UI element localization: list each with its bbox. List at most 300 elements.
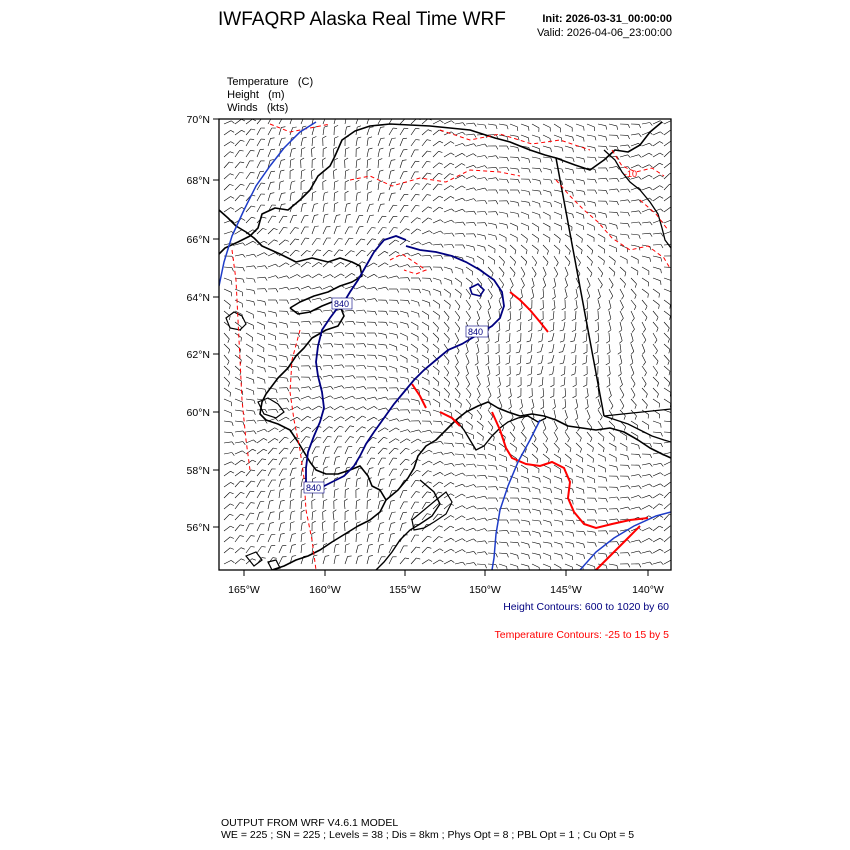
wind-barb — [532, 201, 540, 204]
wind-barb — [433, 173, 439, 179]
wind-barb — [400, 491, 403, 498]
wind-barb — [400, 139, 403, 146]
wind-barb-feather — [397, 378, 398, 382]
wind-barb — [521, 399, 523, 407]
wind-barb — [444, 153, 451, 157]
wind-barb-feather — [336, 467, 340, 468]
wind-barb — [598, 509, 606, 510]
wind-barb-feather — [372, 228, 376, 229]
wind-barb-feather — [441, 256, 443, 260]
wind-barb-feather — [241, 338, 242, 342]
wind-barb-feather — [656, 373, 658, 377]
wind-barb — [521, 289, 523, 297]
wind-barb — [620, 212, 628, 213]
wind-barb — [378, 149, 380, 157]
wind-barb-feather — [336, 456, 340, 457]
wind-barb — [499, 322, 500, 330]
wind-barb — [576, 443, 582, 449]
wind-barb-feather — [229, 350, 230, 354]
wind-barb-feather — [617, 476, 619, 480]
wind-barb — [268, 193, 270, 201]
wind-barb-feather — [550, 330, 554, 332]
wind-barb — [268, 333, 275, 336]
wind-barb-feather — [317, 239, 321, 240]
wind-barb — [356, 193, 357, 201]
wind-barb-feather — [231, 462, 234, 465]
wind-barb-feather — [307, 427, 311, 429]
wind-barb — [268, 501, 270, 509]
wind-barb-feather — [386, 397, 389, 400]
wind-barb — [433, 289, 441, 292]
wind-barb — [323, 297, 331, 300]
wind-barb-feather — [496, 374, 500, 376]
wind-barb — [290, 534, 292, 542]
wind-barb-feather — [320, 298, 323, 301]
wind-barb-feather — [263, 449, 267, 451]
wind-barb-feather — [242, 219, 246, 221]
wind-barb — [268, 377, 276, 378]
wind-barb — [356, 310, 364, 311]
wind-barb-feather — [437, 361, 438, 365]
wind-barb — [224, 278, 232, 281]
wind-barb-feather — [575, 297, 578, 300]
wind-barb — [620, 344, 621, 352]
wind-barb-feather — [251, 150, 255, 151]
wind-barb-feather — [369, 148, 373, 149]
wind-barb-feather — [298, 397, 301, 400]
wind-barb-feather — [649, 505, 652, 507]
wind-barb — [653, 355, 658, 361]
wind-barb-feather — [573, 158, 574, 162]
wind-barb — [378, 127, 381, 135]
canada-border — [556, 158, 604, 416]
wind-barb-feather — [507, 201, 509, 205]
wind-barb-feather — [287, 345, 288, 349]
wind-barb — [653, 278, 661, 281]
wind-barb-feather — [518, 136, 519, 140]
wind-barb-feather — [645, 306, 647, 310]
wind-barb — [455, 377, 459, 384]
wind-barb-feather — [584, 138, 585, 142]
wind-barb — [499, 223, 507, 225]
wind-barb — [477, 300, 481, 307]
wind-barb — [532, 245, 538, 250]
wind-barb — [345, 556, 348, 564]
wind-barb-feather — [362, 250, 366, 251]
wind-barb — [455, 233, 463, 234]
wind-barb — [444, 421, 452, 424]
wind-barb-feather — [573, 489, 574, 493]
wind-barb — [520, 344, 521, 352]
wind-barb — [422, 130, 428, 135]
wind-barb-feather — [507, 214, 508, 218]
wind-barb-feather — [668, 339, 669, 343]
wind-barb-feather — [320, 287, 323, 290]
wind-barb-feather — [397, 311, 399, 315]
wind-barb — [553, 366, 554, 374]
wind-barb — [477, 201, 485, 202]
wind-barb-feather — [474, 165, 477, 168]
wind-barb-feather — [317, 250, 321, 251]
wind-barb-feather — [575, 407, 578, 410]
wind-barb — [587, 234, 594, 238]
wind-barb — [356, 386, 364, 388]
wind-barb — [301, 286, 309, 289]
wind-barb-feather — [483, 437, 484, 441]
wind-barb-feather — [313, 191, 317, 193]
wind-barb — [565, 245, 570, 251]
wind-barb-feather — [406, 448, 410, 449]
field-temperature-name: Temperature — [226, 76, 289, 88]
wind-barb — [367, 406, 374, 410]
wind-barb-feather — [474, 518, 477, 521]
wind-barb-feather — [648, 415, 649, 419]
wind-barb — [268, 172, 271, 179]
wind-barb — [642, 562, 650, 564]
wind-barb — [224, 174, 230, 179]
wind-barb-feather — [529, 544, 530, 548]
wind-barb — [322, 523, 323, 531]
wind-barb-feather — [604, 249, 605, 253]
wind-barb — [609, 223, 617, 225]
wind-barb — [356, 138, 357, 146]
wind-barb — [224, 267, 232, 268]
wind-barb — [642, 233, 650, 234]
wind-barb-feather — [463, 484, 466, 487]
wind-barb-feather — [515, 250, 516, 254]
wind-barb — [367, 523, 368, 531]
wind-barb — [279, 523, 281, 531]
wind-barb-feather — [635, 405, 636, 409]
wind-barb — [554, 454, 561, 458]
wind-barb-feather — [240, 173, 244, 174]
wind-barb-feather — [548, 363, 552, 364]
wind-barb — [642, 538, 649, 542]
wind-barb-feather — [381, 138, 385, 139]
wind-barb — [301, 275, 308, 278]
wind-barb — [653, 245, 661, 246]
wind-barb-feather — [439, 196, 443, 198]
wind-barb — [246, 547, 251, 554]
wind-barb-feather — [639, 486, 641, 489]
wind-barb-feather — [622, 406, 624, 409]
wind-barb — [477, 518, 485, 520]
wind-barb-feather — [391, 160, 395, 161]
wind-barb — [543, 542, 551, 543]
wind-barb-feather — [416, 194, 420, 195]
wind-barb-feather — [529, 555, 530, 559]
wind-barb-feather — [648, 282, 649, 286]
wind-barb-feather — [438, 184, 442, 185]
wind-barb-feather — [639, 495, 642, 498]
wind-barb-feather — [552, 308, 555, 310]
wind-barb — [488, 267, 493, 273]
wind-barb-feather — [528, 330, 532, 332]
wind-barb — [279, 437, 285, 443]
lat-tick-label: 60°N — [186, 407, 210, 419]
wind-barb-feather — [660, 153, 663, 155]
wind-barb-feather — [441, 452, 444, 455]
wind-barb — [224, 388, 231, 393]
wind-barb-feather — [657, 361, 659, 365]
wind-barb-feather — [241, 460, 245, 462]
wind-barb — [455, 528, 462, 531]
wind-barb-feather — [428, 547, 432, 548]
wind-barb — [246, 266, 254, 267]
wind-barb — [631, 245, 639, 247]
wind-barb-feather — [254, 290, 255, 294]
wind-barb — [488, 476, 496, 477]
wind-barb — [563, 344, 565, 352]
wind-barb — [444, 410, 452, 413]
wind-barb-feather — [441, 292, 442, 296]
wind-barb-feather — [230, 504, 234, 506]
wind-barb — [422, 492, 427, 498]
wind-barb-feather — [643, 362, 645, 365]
wind-barb — [477, 454, 485, 455]
wind-barb-feather — [573, 521, 575, 525]
wind-barb — [246, 470, 251, 476]
wind-barb-feather — [590, 438, 592, 442]
wind-barb — [653, 421, 661, 424]
wind-barb-feather — [628, 476, 630, 480]
wind-barb — [411, 480, 416, 487]
wind-barb-feather — [286, 417, 289, 419]
wind-barb-feather — [633, 395, 635, 398]
wind-barb — [257, 524, 261, 531]
wind-barb — [631, 222, 639, 223]
wind-barb-feather — [397, 264, 400, 267]
wind-barb-feather — [291, 181, 295, 182]
wind-barb — [422, 242, 430, 245]
wind-barb-feather — [538, 341, 542, 342]
wind-barb — [279, 344, 287, 345]
wind-barb-feather — [307, 416, 311, 418]
wind-barb-feather — [287, 388, 289, 392]
wind-barb — [653, 311, 658, 317]
wind-barb-feather — [603, 448, 604, 452]
wind-barb — [466, 518, 474, 520]
wind-barb-feather — [320, 366, 322, 370]
wind-barb-feather — [291, 192, 295, 193]
wind-barb-feather — [562, 479, 563, 483]
wind-barb-feather — [540, 490, 541, 494]
wind-barb-feather — [660, 196, 664, 198]
wind-barb-feather — [600, 417, 602, 420]
wind-barb-feather — [320, 309, 323, 312]
wind-barb-feather — [639, 177, 642, 180]
wind-barb-feather — [527, 374, 531, 375]
wind-barb-feather — [402, 523, 406, 524]
wind-barb — [411, 492, 416, 498]
wind-barb-feather — [302, 148, 306, 150]
wind-barb-feather — [333, 510, 336, 512]
wind-barb-feather — [357, 532, 361, 534]
wind-barb — [334, 365, 342, 366]
wind-barb — [466, 377, 470, 384]
wind-barb-feather — [264, 438, 268, 440]
wind-barb-feather — [595, 203, 596, 207]
wind-barb-feather — [486, 363, 489, 365]
wind-barb-feather — [527, 352, 531, 353]
wind-barb-feather — [469, 405, 471, 409]
wind-barb — [444, 163, 450, 168]
wind-barb — [301, 437, 306, 443]
wind-barb-feather — [357, 192, 361, 193]
wind-barb-feather — [309, 334, 311, 338]
wind-barb — [433, 366, 439, 371]
wind-barb — [301, 501, 302, 509]
wind-barb — [301, 355, 309, 356]
wind-barb — [488, 178, 496, 179]
wind-barb — [356, 355, 364, 356]
wind-barb-feather — [485, 496, 488, 499]
wind-barb-feather — [417, 470, 421, 471]
wind-barb-feather — [350, 437, 354, 438]
wind-barb-feather — [451, 494, 455, 496]
wind-barb — [378, 287, 386, 289]
wind-barb-feather — [357, 203, 361, 204]
wind-barb-feather — [518, 488, 519, 492]
wind-barb-feather — [313, 137, 317, 139]
wind-barb-feather — [439, 207, 443, 209]
wind-barb-feather — [281, 160, 285, 161]
wind-barb — [466, 154, 473, 157]
wind-barb — [400, 172, 403, 179]
wind-barb-feather — [560, 363, 564, 364]
wind-barb-feather — [331, 366, 333, 370]
wind-barb-feather — [330, 407, 333, 410]
wind-barb — [367, 479, 368, 487]
wind-barb-feather — [474, 222, 476, 226]
wind-barb — [521, 201, 529, 202]
wind-barb-feather — [562, 308, 566, 310]
wind-barb-feather — [227, 361, 229, 365]
wind-barb — [246, 524, 250, 531]
wind-barb — [433, 322, 439, 328]
wind-barb — [268, 322, 276, 324]
wind-barb-feather — [503, 262, 504, 266]
wind-barb — [378, 468, 380, 476]
wind-barb-feather — [336, 215, 340, 216]
wind-barb — [422, 151, 427, 157]
wind-barb — [301, 216, 304, 223]
wind-barb — [290, 182, 291, 190]
wind-barb-feather — [649, 153, 652, 155]
wind-barb — [587, 267, 592, 273]
wind-barb — [246, 449, 252, 454]
wind-barb-feather — [506, 330, 510, 331]
wind-barb-feather — [324, 126, 328, 127]
wind-barb — [477, 156, 485, 158]
wind-barb-feather — [335, 181, 339, 182]
wind-barb-feather — [439, 305, 440, 309]
wind-barb — [411, 344, 418, 349]
wind-barb — [554, 520, 562, 522]
wind-barb-feather — [514, 438, 516, 442]
wind-barb-feather — [350, 426, 354, 427]
wind-barb — [279, 216, 283, 223]
wind-barb — [477, 366, 479, 374]
wind-barb-feather — [507, 498, 509, 502]
wind-barb-feather — [474, 134, 476, 137]
wind-barb-feather — [582, 330, 586, 332]
wind-barb — [521, 465, 528, 469]
wind-barb-feather — [358, 545, 362, 546]
wind-barb-feather — [507, 374, 511, 376]
wind-barb-feather — [518, 520, 520, 524]
wind-barb — [400, 502, 404, 509]
wind-barb-feather — [418, 242, 421, 245]
wind-barb-feather — [551, 510, 552, 514]
wind-barb-feather — [335, 544, 339, 545]
wind-barb-feather — [606, 190, 608, 194]
wind-barb-feather — [516, 374, 520, 375]
wind-barb — [268, 438, 275, 443]
wind-barb-feather — [584, 374, 588, 376]
wind-barb-feather — [232, 442, 234, 445]
wind-barb-feather — [631, 352, 634, 355]
wind-barb — [554, 267, 558, 274]
wind-barb — [543, 135, 550, 139]
wind-barb-feather — [270, 522, 274, 523]
wind-barb-feather — [463, 245, 465, 249]
init-time: Init: 2026-03-31_00:00:00 — [542, 13, 672, 25]
wind-barb — [290, 117, 293, 125]
wind-barb — [653, 377, 659, 383]
wind-barb — [444, 289, 451, 294]
wind-barb — [367, 274, 374, 278]
wind-barb-feather — [357, 126, 361, 127]
wind-barb — [532, 454, 538, 459]
wind-barb-feather — [230, 393, 231, 397]
wind-barb — [323, 427, 329, 432]
wind-barb — [642, 153, 649, 157]
wind-barb — [576, 311, 577, 319]
field-temperature-unit: (C) — [297, 76, 314, 88]
wind-barb-feather — [561, 374, 565, 376]
wind-barb-feather — [661, 281, 662, 285]
wind-barb-feather — [396, 251, 400, 253]
wind-barb — [367, 205, 370, 213]
wind-barb — [466, 388, 471, 394]
wind-barb — [521, 245, 527, 250]
wind-barb — [499, 388, 500, 396]
wind-barb — [257, 449, 263, 454]
wind-barb-feather — [326, 116, 330, 117]
wind-barb-feather — [523, 274, 525, 277]
wind-barb-feather — [276, 419, 279, 422]
wind-barb — [257, 266, 265, 267]
wind-barb — [356, 501, 357, 509]
wind-barb — [598, 223, 606, 225]
wind-barb — [246, 150, 251, 157]
wind-barb — [356, 204, 357, 212]
wind-barb — [542, 377, 543, 385]
wind-barb — [455, 355, 458, 362]
wind-barb-feather — [551, 158, 552, 162]
wind-barb — [444, 220, 451, 223]
wind-barb — [279, 333, 287, 335]
wind-barb — [631, 211, 639, 212]
wind-barb-feather — [372, 239, 376, 240]
wind-barb — [653, 186, 660, 190]
wind-barb — [620, 289, 624, 296]
wind-barb — [400, 322, 408, 324]
wind-barb — [576, 531, 584, 532]
wind-barb-feather — [606, 554, 607, 558]
wind-barb-feather — [395, 240, 399, 242]
